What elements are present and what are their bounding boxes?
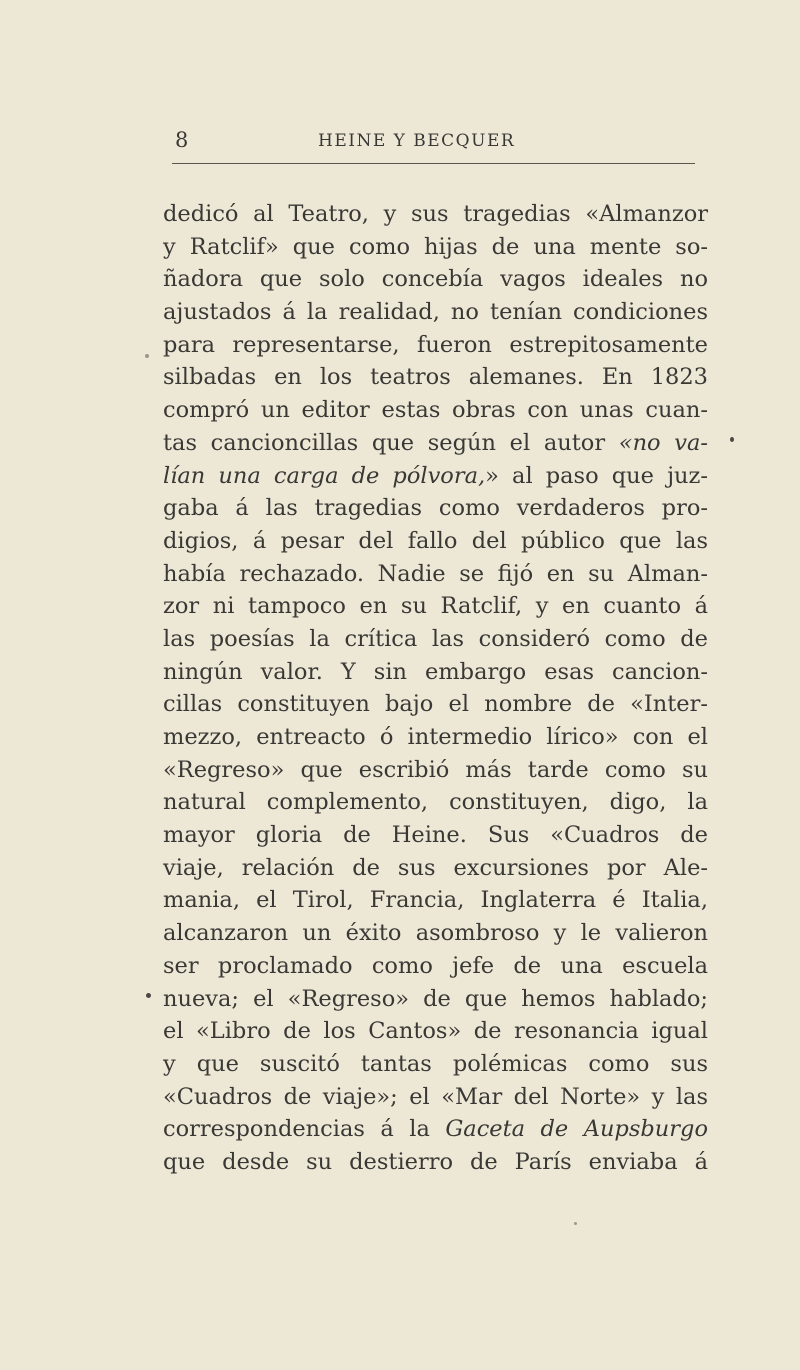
text-line: [163, 427, 708, 460]
text-segment: ser proclamado como jefe de una escuela: [163, 952, 708, 979]
text-line: [163, 231, 708, 264]
text-segment: » al paso que juz-: [485, 462, 708, 489]
text-line: [163, 1015, 708, 1048]
italic-text: «no va-: [618, 429, 709, 456]
page-number: 8: [175, 128, 189, 152]
text-segment: dedicó al Teatro, y sus tragedias «Almanzor: [163, 201, 708, 227]
text-line: [163, 394, 708, 427]
italic-text: Gaceta de Aupsburgo: [445, 1116, 708, 1143]
text-segment: mayor gloria de Heine. Sus «Cuadros de: [163, 822, 708, 849]
text-segment: zor ni tampoco en su Ratclif, y en cuanto á: [163, 593, 708, 620]
text-segment: ñadora que solo concebía vagos ideales no: [163, 266, 708, 293]
text-line: [163, 688, 708, 721]
body-text: [163, 198, 708, 1179]
text-line: [163, 721, 708, 754]
text-segment: mezzo, entreacto ó intermedio lírico» con el: [163, 724, 708, 750]
text-line: [163, 263, 708, 296]
text-segment: el «Libro de los Cantos» de resonancia igual: [163, 1018, 708, 1045]
text-line: [163, 656, 708, 689]
text-line: [163, 1113, 708, 1146]
running-title: HEINE Y BECQUER: [318, 131, 516, 151]
text-segment: y Ratclif» que como hijas de una mente so-: [163, 233, 708, 260]
text-line: [163, 492, 708, 525]
text-line: [163, 623, 708, 656]
text-segment: había rechazado. Nadie se fijó en su Alman-: [163, 560, 708, 587]
running-head: [163, 128, 703, 154]
text-line: [163, 950, 708, 983]
text-segment: silbadas en los teatros alemanes. En 1823: [163, 364, 708, 391]
ink-speck: [146, 993, 151, 998]
text-segment: natural complemento, constituyen, digo, la: [163, 789, 708, 816]
text-segment: viaje, relación de sus excursiones por Ale-: [163, 854, 708, 881]
text-segment: y que suscitó tantas polémicas como sus: [163, 1050, 708, 1077]
text-segment: gaba á las tragedias como verdaderos pro-: [163, 495, 708, 522]
text-segment: «Cuadros de viaje»; el «Mar del Norte» y las: [163, 1083, 708, 1110]
text-segment: para representarse, fueron estrepitosamente: [163, 331, 708, 358]
text-segment: ningún valor. Y sin embargo esas cancion-: [163, 658, 708, 685]
text-segment: tas cancioncillas que según el autor: [163, 429, 619, 456]
italic-text: lían una carga de pólvora,: [163, 462, 486, 489]
text-line: [163, 198, 708, 231]
text-segment: ajustados á la realidad, no tenían condiciones: [163, 299, 708, 326]
text-line: [163, 329, 708, 362]
text-line: [163, 754, 708, 787]
text-line: [163, 1081, 708, 1114]
text-line: [163, 590, 708, 623]
text-line: [163, 983, 708, 1016]
text-line: [163, 361, 708, 394]
text-segment: las poesías la crítica las consideró como de: [163, 625, 708, 652]
text-line: [163, 558, 708, 591]
text-line: [163, 1146, 708, 1179]
text-segment: mania, el Tirol, Francia, Inglaterra é Italia,: [163, 887, 708, 914]
text-line: [163, 852, 708, 885]
text-segment: que desde su destierro de París enviaba á: [163, 1148, 708, 1175]
ink-speck: [574, 1222, 577, 1225]
text-line: [163, 819, 708, 852]
text-segment: alcanzaron un éxito asombroso y le valieron: [163, 920, 708, 947]
text-segment: compró un editor estas obras con unas cuan-: [163, 397, 708, 424]
text-line: [163, 296, 708, 329]
text-line: [163, 884, 708, 917]
text-segment: «Regreso» que escribió más tarde como su: [163, 756, 708, 783]
text-segment: digios, á pesar del fallo del público que las: [163, 527, 708, 554]
ink-speck: [145, 354, 149, 358]
text-segment: cillas constituyen bajo el nombre de «Inter-: [163, 691, 708, 718]
text-line: [163, 525, 708, 558]
ink-speck: [730, 437, 734, 442]
text-segment: nueva; el «Regreso» de que hemos hablado;: [163, 985, 708, 1012]
text-line: [163, 460, 708, 493]
text-segment: correspondencias á la: [163, 1116, 446, 1143]
text-line: [163, 917, 708, 950]
text-line: [163, 1048, 708, 1081]
header-rule: [172, 163, 695, 164]
text-line: [163, 786, 708, 819]
